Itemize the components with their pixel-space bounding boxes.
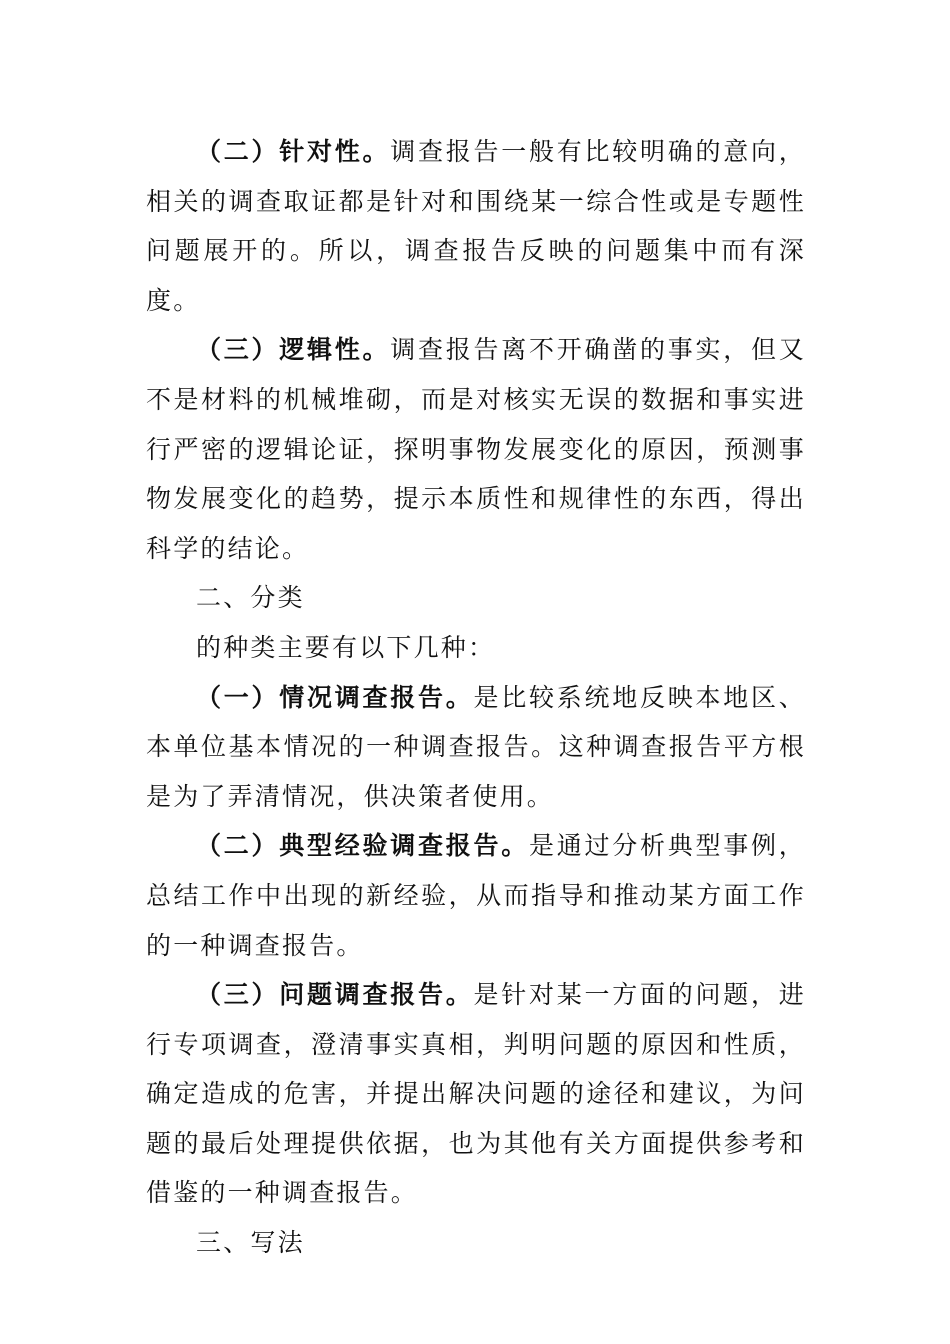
document-page	[146, 127, 806, 1268]
paragraph-lead: （二）针对性。	[196, 137, 391, 166]
paragraph-lead: （三）逻辑性。	[196, 335, 391, 365]
section-intro: 的种类主要有以下几种：	[196, 632, 496, 662]
list-item-problem-report	[146, 970, 806, 1218]
paragraph-body: 调查报告一般有比较明确的意向，相关的调查取证都是针对和围绕某一综合性或是专题性问题展开的。所以，调查报告反映的问题集中而有深度。	[146, 137, 806, 315]
item-body: 是比较系统地反映本地区、本单位基本情况的一种调查报告。这种调查报告平方根是为了弄清情况，供决策者使用。	[146, 682, 806, 811]
section-heading-classification: 二、分类	[196, 583, 305, 613]
item-body: 是针对某一方面的问题，进行专项调查，澄清事实真相，判明问题的原因和性质，确定造成的危害，并提出解决问题的途径和建议，为问题的最后处理提供依据，也为其他有关方面提供参考和借鉴的一种调查报告。	[146, 980, 806, 1208]
item-lead: （三）问题调查报告。	[196, 980, 474, 1010]
section-heading-writing: 三、写法	[196, 1228, 305, 1258]
paragraph-body: 调查报告离不开确凿的事实，但又不是材料的机械堆砌，而是对核实无误的数据和事实进行严密的逻辑论证，探明事物发展变化的原因，预测事物发展变化的趋势，提示本质性和规律性的东西，得出科学的结论。	[146, 335, 806, 563]
item-body: 是通过分析典型事例，总结工作中出现的新经验，从而指导和推动某方面工作的一种调查报告。	[146, 831, 806, 960]
list-item-situation-report	[146, 673, 806, 822]
paragraph-targeted	[146, 127, 806, 325]
item-lead: （一）情况调查报告。	[196, 682, 474, 712]
item-lead: （二）典型经验调查报告。	[196, 831, 530, 861]
list-item-experience-report	[146, 821, 806, 970]
paragraph-logic	[146, 325, 806, 573]
